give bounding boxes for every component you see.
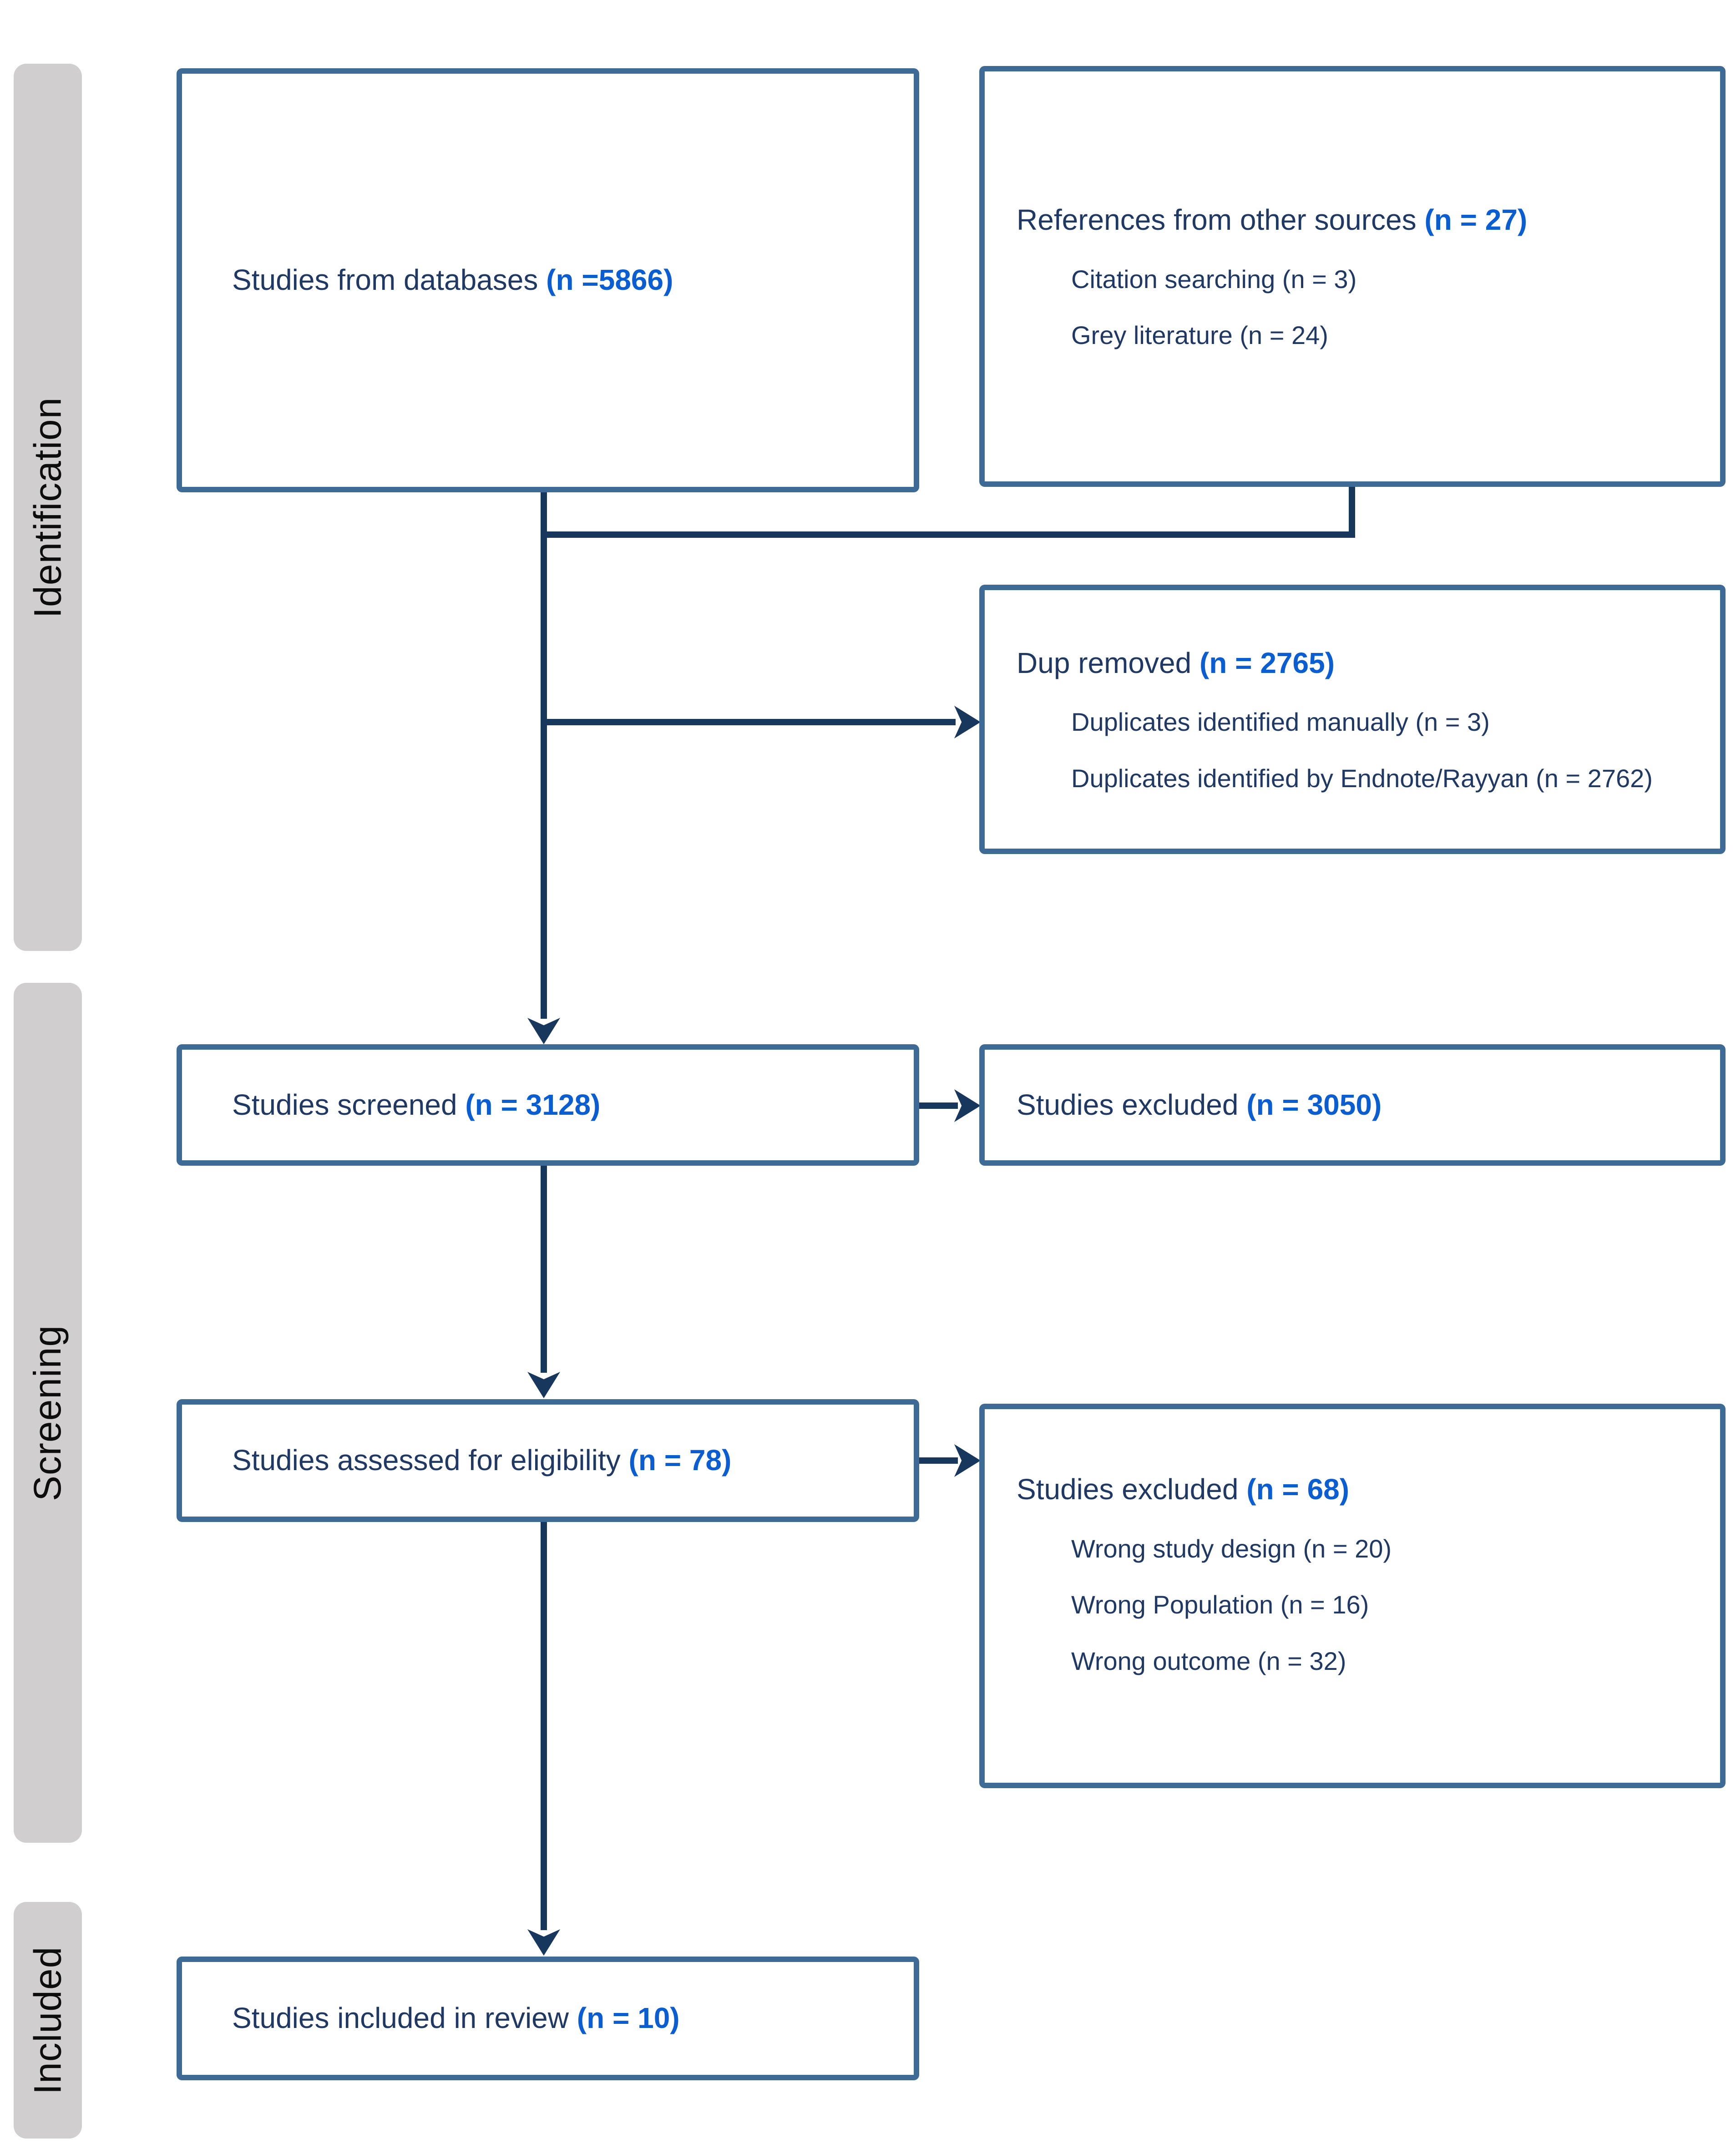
arrowhead-into-excluded-screening xyxy=(954,1089,981,1122)
box-heading xyxy=(1017,647,1702,680)
connector-screened-assessed xyxy=(541,1166,547,1373)
box-studies-from-databases xyxy=(177,68,919,492)
box-studies-included-review xyxy=(177,1957,919,2080)
arrowhead-into-assessed xyxy=(527,1372,560,1398)
stage-label-identification: Identification xyxy=(26,397,69,618)
box-heading xyxy=(1017,1473,1702,1507)
stage-label-included: Included xyxy=(26,1946,69,2094)
box-heading-count: (n =5866) xyxy=(546,263,673,297)
box-heading xyxy=(232,1088,896,1122)
box-heading-text: References from other sources xyxy=(1017,203,1425,237)
arrowhead-into-dup-removed xyxy=(954,706,981,738)
box-sub-item: Wrong study design (n = 20) xyxy=(1071,1534,1392,1563)
box-studies-excluded-eligibility xyxy=(979,1404,1726,1788)
box-references-other-sources xyxy=(979,66,1726,487)
box-heading xyxy=(232,2002,896,2035)
arrowhead-into-excluded-eligibility xyxy=(954,1444,981,1477)
box-heading xyxy=(1017,1088,1702,1122)
box-sub-item: Duplicates identified manually (n = 3) xyxy=(1071,708,1490,737)
box-duplicates-removed xyxy=(979,585,1726,854)
box-sub-item: Wrong Population (n = 16) xyxy=(1071,1590,1369,1619)
box-heading-count: (n = 78) xyxy=(628,1444,732,1477)
arrowhead-into-included xyxy=(527,1929,560,1956)
stage-label-screening: Screening xyxy=(26,1325,69,1501)
box-studies-screened xyxy=(177,1044,919,1166)
box-heading-count: (n = 3050) xyxy=(1246,1088,1382,1121)
box-studies-excluded-screening xyxy=(979,1044,1726,1166)
connector-merge-horizontal xyxy=(541,531,1355,538)
box-heading-count: (n = 27) xyxy=(1424,203,1528,237)
box-heading-text: Studies from databases xyxy=(232,263,547,297)
connector-duplicates-branch xyxy=(544,719,956,725)
box-heading-text: Studies included in review xyxy=(232,2002,577,2035)
box-heading-text: Studies assessed for eligibility xyxy=(232,1444,629,1477)
connector-assessed-included xyxy=(541,1522,547,1930)
arrowhead-into-screened xyxy=(527,1018,560,1044)
box-heading-count: (n = 68) xyxy=(1246,1473,1350,1506)
box-studies-assessed-eligibility xyxy=(177,1399,919,1522)
box-heading-count: (n = 2765) xyxy=(1199,646,1335,679)
box-heading-text: Studies excluded xyxy=(1017,1473,1247,1506)
box-heading-text: Studies screened xyxy=(232,1088,466,1121)
box-heading xyxy=(232,263,896,297)
connector-screened-excluded xyxy=(915,1102,958,1109)
box-heading xyxy=(232,1444,896,1477)
box-heading-text: Dup removed xyxy=(1017,646,1200,679)
box-sub-item: Citation searching (n = 3) xyxy=(1071,264,1357,293)
stage-bar-screening xyxy=(14,983,82,1843)
box-heading xyxy=(1017,203,1702,237)
box-sub-item: Wrong outcome (n = 32) xyxy=(1071,1646,1346,1675)
box-heading-count: (n = 3128) xyxy=(465,1088,601,1121)
connector-other-sources-down xyxy=(1349,487,1355,538)
box-sub-item: Grey literature (n = 24) xyxy=(1071,321,1328,350)
connector-assessed-excluded xyxy=(919,1457,958,1464)
stage-bar-included xyxy=(14,1902,82,2139)
box-sub-item: Duplicates identified by Endnote/Rayyan (n = 2762) xyxy=(1071,764,1653,793)
box-heading-text: Studies excluded xyxy=(1017,1088,1247,1121)
box-heading-count: (n = 10) xyxy=(577,2002,680,2035)
stage-bar-identification xyxy=(14,64,82,951)
connector-databases-down xyxy=(541,492,547,1019)
